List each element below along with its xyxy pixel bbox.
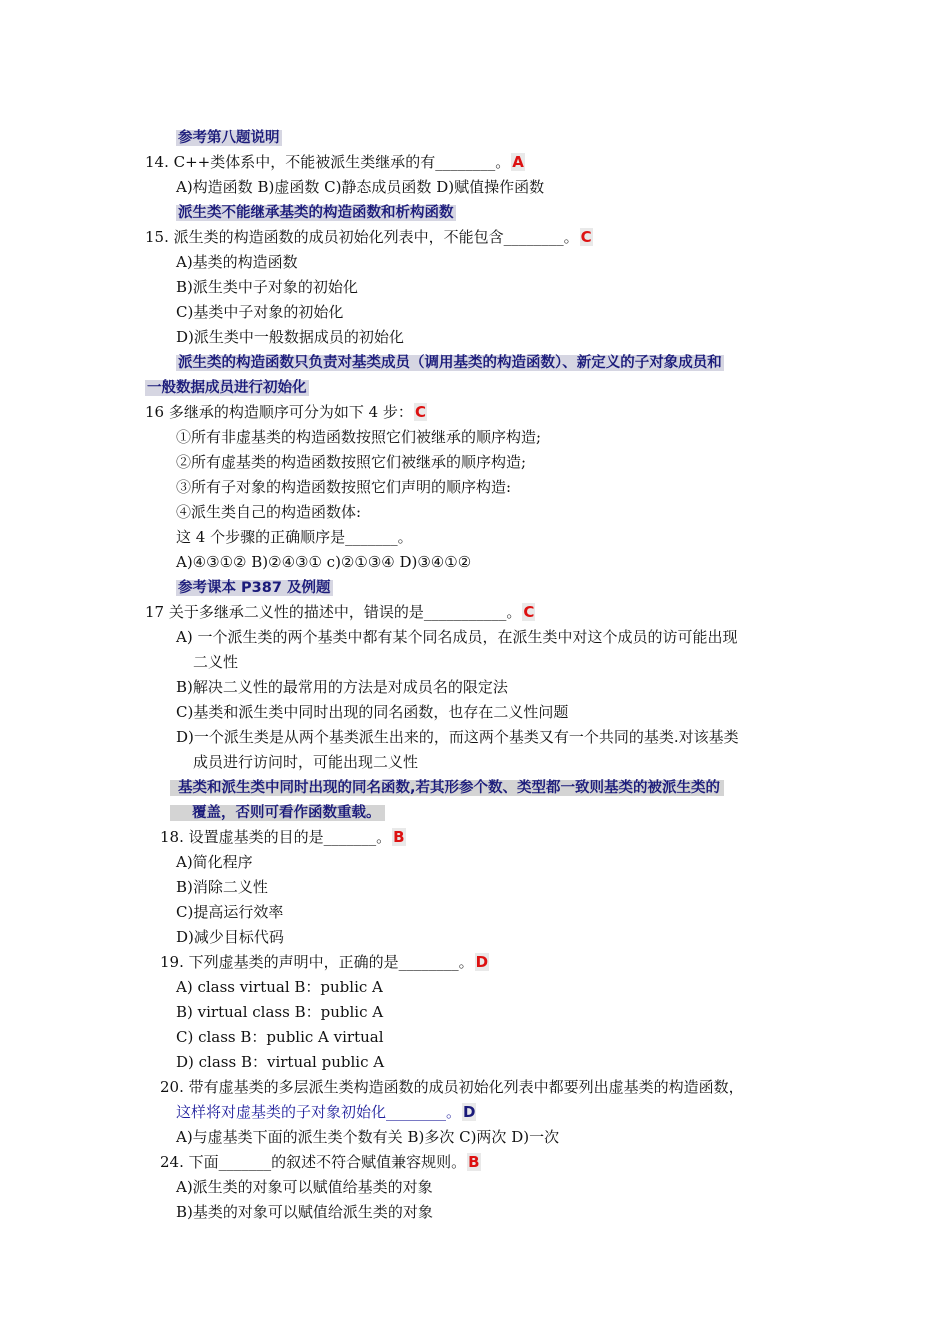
- option-text: D) class B：virtual public A: [176, 1053, 385, 1071]
- explanation-note: 派生类的构造函数只负责对基类成员（调用基类的构造函数）、新定义的子对象成员和: [178, 355, 722, 371]
- option-text: B)基类的对象可以赋值给派生类的对象: [176, 1203, 433, 1221]
- question-20-continued: 这样将对虚基类的子对象初始化________。 D: [176, 1103, 476, 1121]
- explanation-note: 覆盖，否则可看作函数重载。: [170, 805, 385, 821]
- step-text: ①所有非虚基类的构造函数按照它们被继承的顺序构造;: [176, 428, 542, 446]
- question-16-prompt: 这 4 个步骤的正确顺序是_______。: [176, 528, 413, 546]
- question-16-options: A)④③①② B)②④③① c)②①③④ D)③④①②: [176, 553, 472, 571]
- option-text: B)派生类中子对象的初始化: [176, 278, 358, 296]
- answer-marker: C: [523, 603, 535, 621]
- question-17: 17 关于多继承二义性的描述中，错误的是___________。 C: [145, 603, 535, 621]
- answer-marker: D: [463, 1103, 476, 1121]
- option-text: D)减少目标代码: [176, 928, 284, 946]
- option-text: A)基类的构造函数: [176, 253, 298, 271]
- answer-marker: C: [414, 403, 426, 421]
- question-15: 15. 派生类的构造函数的成员初始化列表中，不能包含________。 C: [145, 228, 592, 246]
- option-text: A)派生类的对象可以赋值给基类的对象: [176, 1178, 433, 1196]
- answer-marker: C: [580, 228, 592, 246]
- option-text: A) class virtual B：public A: [176, 978, 383, 996]
- question-14-options: A)构造函数 B)虚函数 C)静态成员函数 D)赋值操作函数: [176, 178, 545, 196]
- question-18: 18. 设置虚基类的目的是_______。 B: [160, 828, 405, 846]
- option-text: C)基类和派生类中同时出现的同名函数，也存在二义性问题: [176, 703, 569, 721]
- question-24: 24. 下面_______的叙述不符合赋值兼容规则。 B: [160, 1153, 480, 1171]
- option-text: B)消除二义性: [176, 878, 268, 896]
- option-text: D)一个派生类是从两个基类派生出来的，而这两个基类又有一个共同的基类.对该基类: [176, 728, 739, 746]
- explanation-note: 基类和派生类中同时出现的同名函数,若其形参个数、类型都一致则基类的被派生类的: [170, 780, 724, 796]
- option-text: A) 一个派生类的两个基类中都有某个同名成员，在派生类中对这个成员的访可能出现: [176, 628, 738, 646]
- explanation-note: 参考第八题说明: [178, 130, 280, 146]
- option-text: B) virtual class B：public A: [176, 1003, 384, 1021]
- option-text-continued: 二义性: [193, 653, 239, 671]
- step-text: ②所有虚基类的构造函数按照它们被继承的顺序构造;: [176, 453, 527, 471]
- question-14: 14. C++类体系中，不能被派生类继承的有________。 A: [145, 153, 524, 171]
- question-16: 16 多继承的构造顺序可分为如下 4 步： C: [145, 403, 426, 421]
- answer-marker: D: [475, 953, 489, 971]
- explanation-note: 派生类不能继承基类的构造函数和析构函数: [178, 205, 454, 221]
- answer-marker: B: [393, 828, 405, 846]
- question-19: 19. 下列虚基类的声明中，正确的是________。 D: [160, 953, 489, 971]
- option-text: C)基类中子对象的初始化: [176, 303, 344, 321]
- explanation-note: 参考课本 P387 及例题: [178, 580, 331, 596]
- step-text: ④派生类自己的构造函数体:: [176, 503, 362, 521]
- option-text: B)解决二义性的最常用的方法是对成员名的限定法: [176, 678, 508, 696]
- question-20: 20. 带有虚基类的多层派生类构造函数的成员初始化列表中都要列出虚基类的构造函数，: [160, 1078, 744, 1096]
- option-text: D)派生类中一般数据成员的初始化: [176, 328, 404, 346]
- option-text: A)简化程序: [176, 853, 253, 871]
- option-text: C) class B：public A virtual: [176, 1028, 384, 1046]
- option-text-continued: 成员进行访问时，可能出现二义性: [193, 753, 419, 771]
- explanation-note: 一般数据成员进行初始化: [147, 380, 307, 396]
- option-text: C)提高运行效率: [176, 903, 284, 921]
- step-text: ③所有子对象的构造函数按照它们声明的顺序构造:: [176, 478, 512, 496]
- answer-marker: A: [512, 153, 524, 171]
- answer-marker: B: [468, 1153, 480, 1171]
- question-20-options: A)与虚基类下面的派生类个数有关 B)多次 C)两次 D)一次: [176, 1128, 560, 1146]
